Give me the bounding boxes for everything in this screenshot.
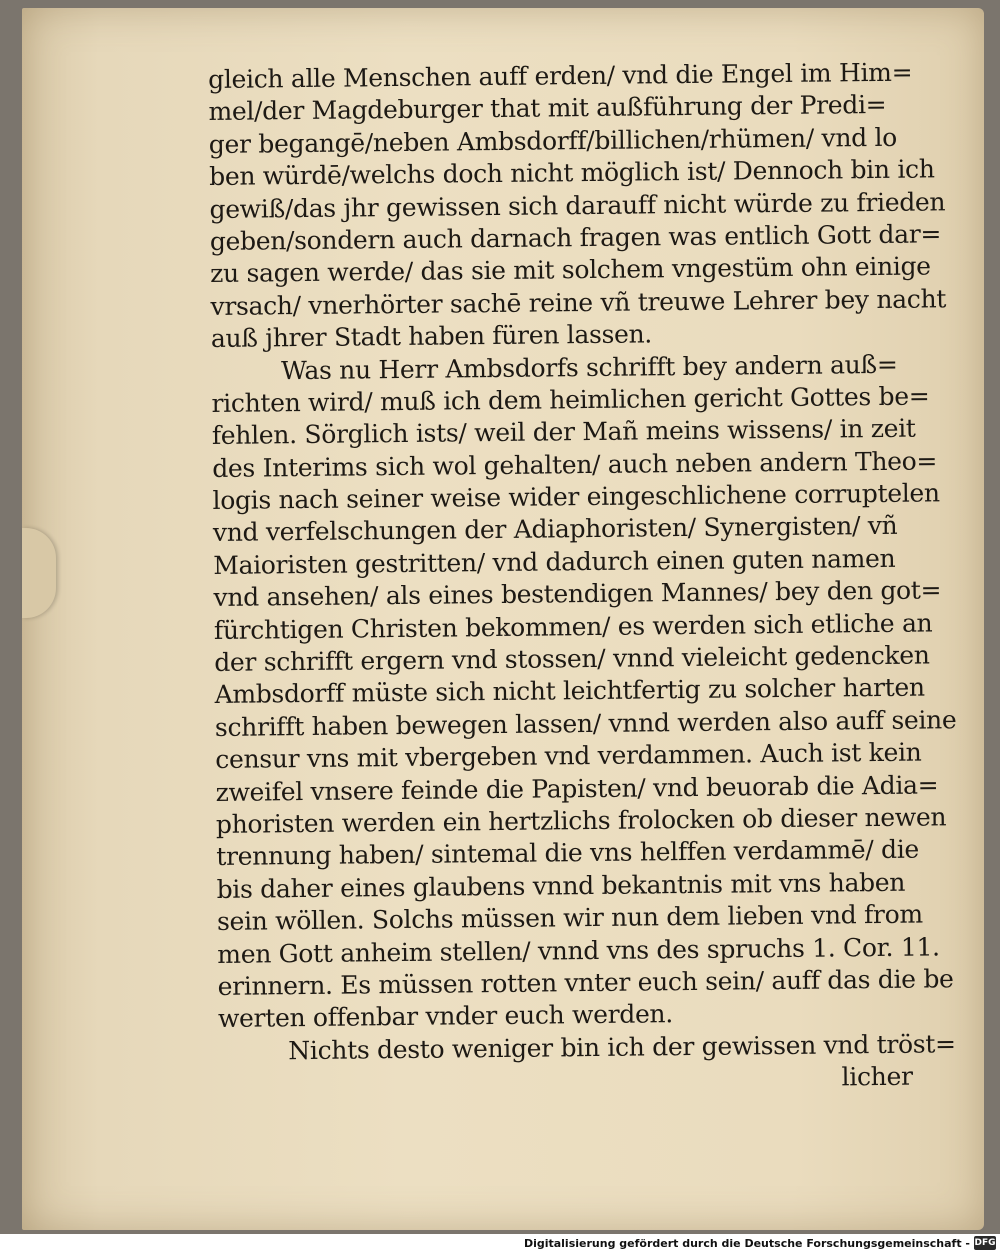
text-line: ger begangē/neben Ambsdorff/billichen/rhümen/ vnd lo xyxy=(208,122,898,159)
text-line: gewiß/das jhr gewissen sich darauff nicht würde zu frieden xyxy=(209,186,946,224)
catchword: licher xyxy=(841,1061,913,1092)
text-line: auß jhrer Stadt haben füren lassen. xyxy=(210,319,653,354)
text-line: censur vns mit vbergeben vnd verdammen. Auch ist kein xyxy=(215,737,922,775)
text-line: richten wird/ muß ich dem heimlichen gericht Gottes be= xyxy=(211,381,930,418)
digitization-footer xyxy=(0,1234,1000,1254)
funding-credit: Digitalisierung gefördert durch die Deutsche Forschungsgemeinschaft - xyxy=(523,1237,970,1250)
text-line: geben/sondern auch darnach fragen was entlich Gott dar= xyxy=(209,219,942,256)
text-line: men Gott anheim stellen/ vnnd vns des spruchs 1. Cor. 11. xyxy=(217,931,940,969)
text-line: fehlen. Sörglich ists/ weil der Mañ meins wissens/ in zeit xyxy=(211,413,916,451)
dfg-logo-icon: DFG xyxy=(974,1238,996,1248)
text-line: werten offenbar vnder euch werden. xyxy=(217,999,674,1034)
text-line: sein wöllen. Solchs müssen wir nun dem lieben vnd from xyxy=(216,899,923,937)
text-line: vnd ansehen/ als eines bestendigen Mannes/ bey den got= xyxy=(213,575,942,613)
text-line: gleich alle Menschen auff erden/ vnd die Engel im Him= xyxy=(208,57,913,94)
text-line: zu sagen werde/ das sie mit solchem vngestüm ohn einige xyxy=(210,251,931,289)
text-line: Ambsdorff müste sich nicht leichtfertig zu solcher harten xyxy=(214,672,925,710)
text-line: vnd verfelschungen der Adiaphoristen/ Synergisten/ vñ xyxy=(212,511,898,548)
text-line: Was nu Herr Ambsdorfs schrifft bey andern auß= xyxy=(281,349,898,385)
book-page xyxy=(22,8,984,1230)
text-line: der schrifft ergern vnd stossen/ vnnd vieleicht gedencken xyxy=(214,640,930,677)
text-line: fürchtigen Christen bekommen/ es werden sich etliche an xyxy=(213,608,933,645)
text-line: phoristen werden ein hertzlichs frolocken ob dieser newen xyxy=(215,802,947,839)
text-line: vrsach/ vnerhörter sachē reine vñ treuwe Lehrer bey nacht xyxy=(210,284,947,321)
text-line: erinnern. Es müssen rotten vnter euch sein/ auff das die be xyxy=(217,964,954,1001)
body-text xyxy=(208,57,957,1101)
text-line: logis nach seiner weise wider eingeschlichene corruptelen xyxy=(212,478,940,516)
page-edge-tab xyxy=(22,528,56,618)
text-line: Nichts desto weniger bin ich der gewissen vnd tröst= xyxy=(288,1028,956,1065)
text-line: Maioristen gestritten/ vnd dadurch einen guten namen xyxy=(213,543,896,580)
text-line: ben würdē/welchs doch nicht möglich ist/ Dennoch bin ich xyxy=(209,154,935,192)
text-line: schrifft haben bewegen lassen/ vnnd werden also auff seine xyxy=(214,705,957,742)
text-line: mel/der Magdeburger that mit außführung der Predi= xyxy=(208,90,887,127)
text-line: bis daher eines glaubens vnnd bekantnis mit vns haben xyxy=(216,867,906,904)
text-line: zweifel vnsere feinde die Papisten/ vnd beuorab die Adia= xyxy=(215,769,939,807)
text-line: des Interims sich wol gehalten/ auch neben andern Theo= xyxy=(212,446,938,483)
text-line: trennung haben/ sintemal die vns helffen verdammē/ die xyxy=(216,834,920,872)
